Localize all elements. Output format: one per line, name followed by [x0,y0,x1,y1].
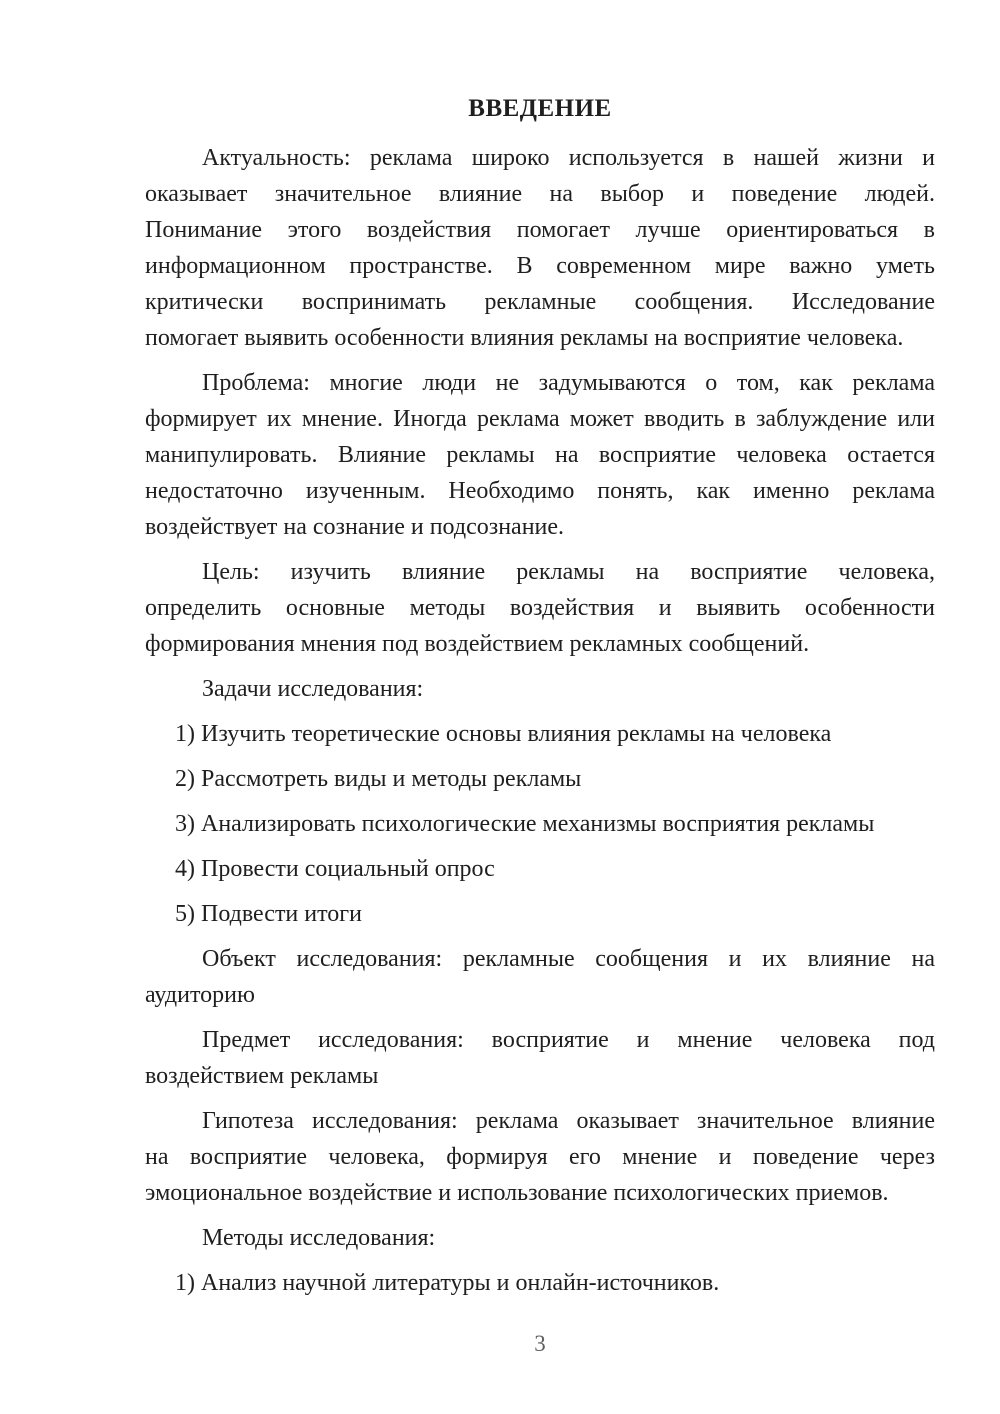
list-item [175,761,935,797]
text-line: формирует их мнение. Иногда реклама может вводить в заблуждение или [145,406,935,432]
text-line: Проблема: многие люди не задумываются о том, как реклама [202,370,935,396]
text-line: 2) Рассмотреть виды и методы рекламы [175,766,582,792]
text-line: воздействием рекламы [145,1063,379,1089]
text-line: недостаточно изученным. Необходимо понять, как именно реклама [145,478,935,504]
list-item [175,896,935,932]
text-line: Объект исследования: рекламные сообщения и их влияние на [202,946,935,972]
text-line: Предмет исследования: восприятие и мнение человека под [202,1027,935,1053]
paragraph [145,671,935,707]
text-line: Методы исследования: [202,1225,436,1251]
list-item [175,851,935,887]
text-line: манипулировать. Влияние рекламы на восприятие человека остается [145,442,935,468]
text-line: 3) Анализировать психологические механизмы восприятия рекламы [175,811,875,837]
list-item [175,716,935,752]
list-item [175,806,935,842]
text-line: Гипотеза исследования: реклама оказывает значительное влияние [202,1108,935,1134]
text-line: воздействует на сознание и подсознание. [145,514,565,540]
text-line: определить основные методы воздействия и выявить особенности [145,595,935,621]
text-line: Понимание этого воздействия помогает лучше ориентироваться в [145,217,935,243]
text-line: Цель: изучить влияние рекламы на восприятие человека, [202,559,935,585]
paragraph [145,365,935,545]
paragraph [145,1022,935,1094]
page-number: 3 [534,1331,546,1356]
text-line: оказывает значительное влияние на выбор и поведение людей. [145,181,935,207]
text-line: Задачи исследования: [202,676,424,702]
paragraph [145,1220,935,1256]
text-line: 1) Анализ научной литературы и онлайн-источников. [175,1270,720,1296]
text-line: помогает выявить особенности влияния рекламы на восприятие человека. [145,325,904,351]
text-line: 4) Провести социальный опрос [175,856,495,882]
paragraph [145,554,935,662]
list-item [175,1265,935,1301]
text-line: 5) Подвести итоги [175,901,362,927]
text-line: 1) Изучить теоретические основы влияния рекламы на человека [175,721,832,747]
document-body [145,140,935,1301]
text-line: формирования мнения под воздействием рекламных сообщений. [145,631,810,657]
paragraph [145,941,935,1013]
text-line: аудиторию [145,982,255,1008]
text-line: Актуальность: реклама широко используется в нашей жизни и [202,145,935,171]
text-line: информационном пространстве. В современном мире важно уметь [145,253,935,279]
paragraph [145,1103,935,1211]
text-line: на восприятие человека, формируя его мнение и поведение через [145,1144,935,1170]
document-content [145,94,935,1310]
section-title: ВВЕДЕНИЕ [468,95,612,122]
text-line: критически воспринимать рекламные сообщения. Исследование [145,289,935,315]
text-line: эмоциональное воздействие и использование психологических приемов. [145,1180,889,1206]
paragraph [145,140,935,356]
